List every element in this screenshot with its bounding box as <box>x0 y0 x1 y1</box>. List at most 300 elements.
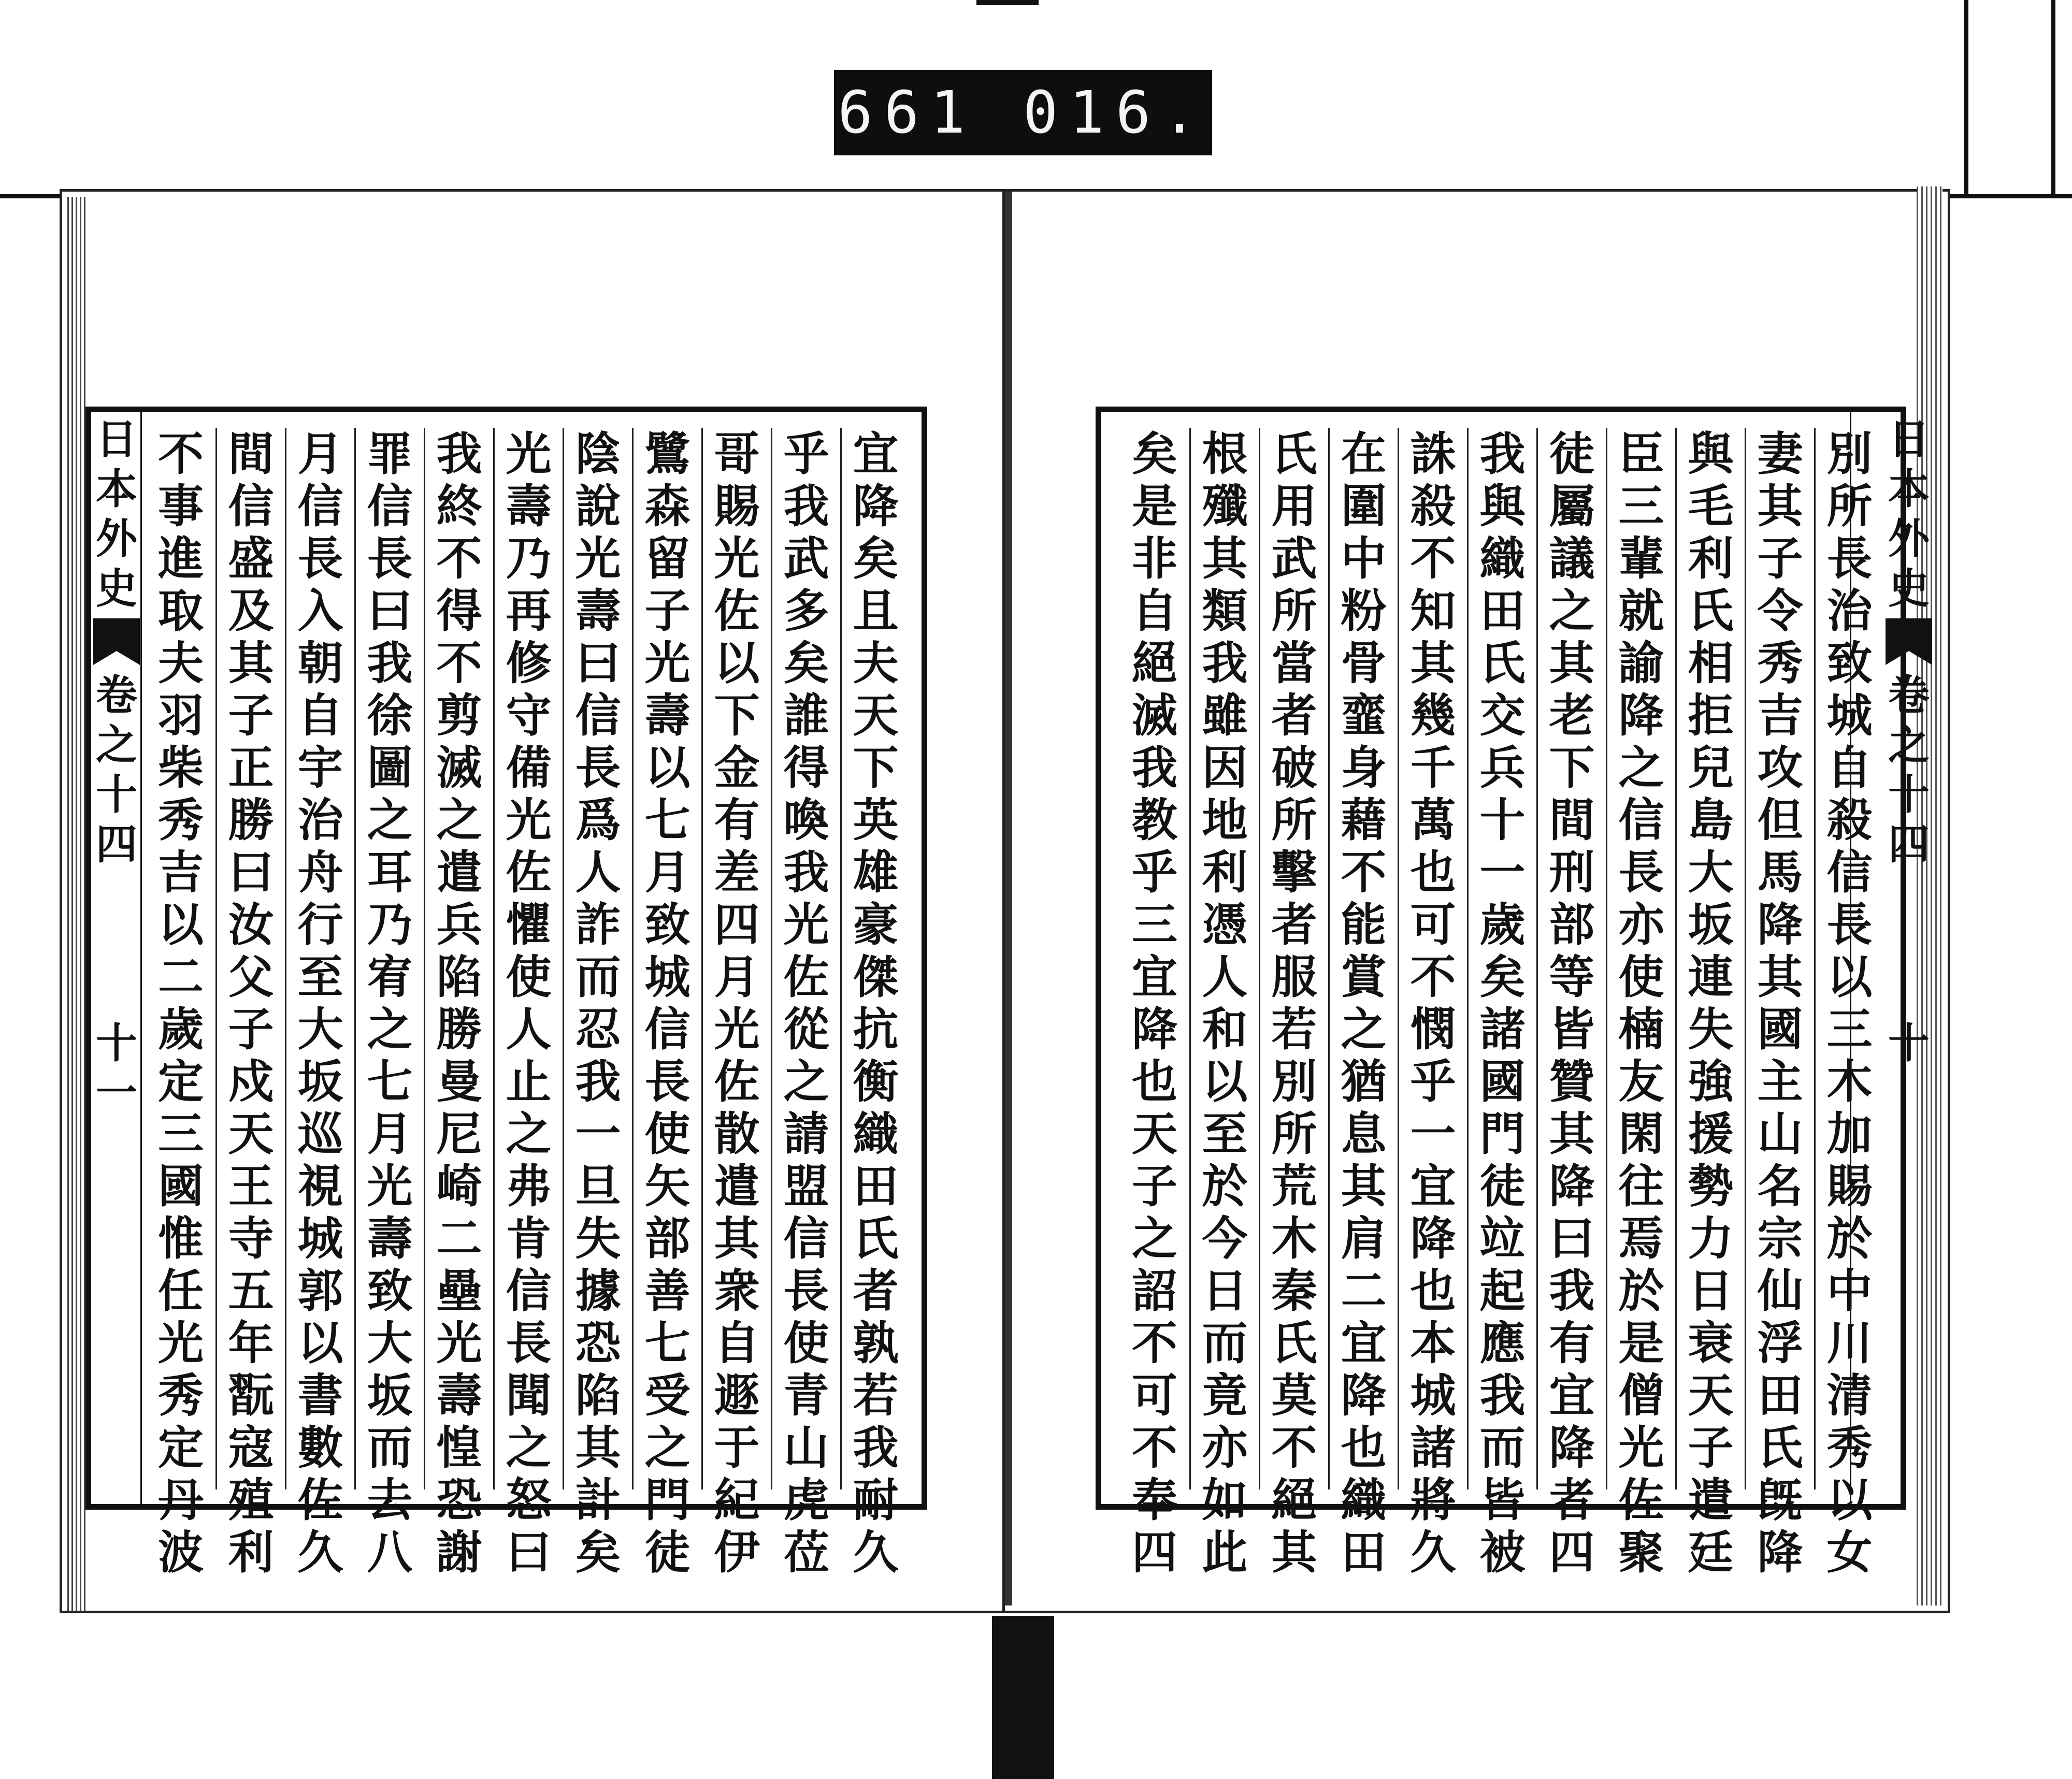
text-character: 賞 <box>1341 950 1387 1004</box>
text-character: 殺 <box>1826 793 1873 847</box>
text-character: 援 <box>1688 1107 1734 1161</box>
text-character: 竟 <box>1202 1368 1248 1422</box>
text-character: 降 <box>1618 688 1664 742</box>
text-character: 門 <box>644 1473 690 1527</box>
text-character: 爲 <box>575 793 621 847</box>
text-character: 諸 <box>1410 1421 1456 1474</box>
text-character: 者 <box>1271 688 1317 742</box>
text-column <box>424 427 493 1579</box>
text-character: 其 <box>228 636 274 690</box>
text-character: 陰 <box>575 427 621 481</box>
text-character: 耳 <box>367 845 413 899</box>
text-character: 得 <box>436 584 482 638</box>
text-character: 粉 <box>1341 584 1387 638</box>
text-character: 矣 <box>575 1525 621 1579</box>
text-character: 此 <box>1202 1525 1248 1579</box>
text-character: 信 <box>644 1002 690 1056</box>
text-character: 光 <box>714 531 760 585</box>
text-character: 三 <box>157 1107 204 1161</box>
text-character: 主 <box>1757 1054 1803 1108</box>
text-character: 月 <box>714 950 760 1004</box>
text-character: 修 <box>506 636 552 690</box>
text-character: 力 <box>1688 1211 1734 1265</box>
text-character: 長 <box>506 1316 552 1370</box>
margin-character: 十 <box>96 1019 137 1067</box>
text-column <box>701 427 771 1579</box>
text-character: 月 <box>644 845 690 899</box>
text-character: 可 <box>1410 898 1456 951</box>
text-character: 抗 <box>853 1002 899 1056</box>
margin-character: 外 <box>96 514 137 563</box>
text-character: 守 <box>506 688 552 742</box>
text-character: 乃 <box>367 898 413 951</box>
text-character: 曰 <box>367 584 413 638</box>
text-character: 被 <box>1479 1525 1526 1579</box>
text-character: 知 <box>1410 584 1456 638</box>
margin-character: 之 <box>1888 720 1930 769</box>
margin-character: 日 <box>1888 415 1930 464</box>
text-character: 陷 <box>436 950 482 1004</box>
text-character: 下 <box>714 688 760 742</box>
text-character: 勝 <box>228 793 274 847</box>
text-character: 不 <box>1131 1421 1177 1474</box>
text-character: 其 <box>714 1211 760 1265</box>
text-character: 寇 <box>228 1421 274 1474</box>
text-character: 誰 <box>783 688 829 742</box>
text-character: 五 <box>228 1264 274 1318</box>
text-character: 三 <box>1826 1002 1873 1056</box>
text-character: 絕 <box>1271 1473 1317 1527</box>
text-column <box>1536 427 1606 1579</box>
text-character: 也 <box>1410 1264 1456 1318</box>
text-character: 自 <box>714 1316 760 1370</box>
text-character: 間 <box>228 427 274 481</box>
text-character: 衆 <box>714 1264 760 1318</box>
text-character: 善 <box>644 1264 690 1318</box>
text-character: 光 <box>506 793 552 847</box>
text-character: 不 <box>1271 1421 1317 1474</box>
text-character: 亦 <box>1202 1421 1248 1474</box>
text-character: 一 <box>575 1107 621 1161</box>
text-character: 之 <box>783 1054 829 1108</box>
text-character: 身 <box>1341 741 1387 794</box>
text-character: 七 <box>644 1316 690 1370</box>
text-character: 莅 <box>783 1525 829 1579</box>
text-character: 留 <box>644 531 690 585</box>
text-character: 謝 <box>436 1525 482 1579</box>
margin-character: 卷 <box>1888 671 1930 719</box>
text-character: 者 <box>853 1264 899 1318</box>
text-character: 類 <box>1202 584 1248 638</box>
text-character: 之 <box>436 793 482 847</box>
text-character: 以 <box>1826 950 1873 1004</box>
text-character: 子 <box>1688 1421 1734 1474</box>
text-character: 聚 <box>1618 1525 1664 1579</box>
text-character: 信 <box>228 479 274 533</box>
text-character: 以 <box>1826 1473 1873 1527</box>
text-character: 耐 <box>853 1473 899 1527</box>
text-character: 若 <box>1271 1002 1317 1056</box>
text-character: 柴 <box>157 741 204 794</box>
text-character: 楠 <box>1618 1002 1664 1056</box>
text-character: 大 <box>367 1316 413 1370</box>
text-character: 僧 <box>1618 1368 1664 1422</box>
text-character: 翫 <box>228 1368 274 1422</box>
text-character: 信 <box>783 1211 829 1265</box>
text-character: 諸 <box>1479 1002 1526 1056</box>
text-character: 城 <box>297 1211 343 1265</box>
text-character: 滅 <box>436 741 482 794</box>
text-character: 王 <box>228 1159 274 1213</box>
text-character: 其 <box>1757 479 1803 533</box>
text-character: 坂 <box>367 1368 413 1422</box>
text-character: 我 <box>1549 1264 1595 1318</box>
text-character: 賜 <box>1826 1159 1873 1213</box>
text-character: 天 <box>1688 1368 1734 1422</box>
text-character: 散 <box>714 1107 760 1161</box>
text-character: 織 <box>1341 1473 1387 1527</box>
text-character: 旣 <box>1757 1473 1803 1527</box>
text-character: 我 <box>783 479 829 533</box>
text-character: 如 <box>1202 1473 1248 1527</box>
book-spine <box>1005 192 1012 1606</box>
text-character: 其 <box>1410 636 1456 690</box>
text-character: 陷 <box>575 1368 621 1422</box>
text-character: 備 <box>506 741 552 794</box>
text-character: 聞 <box>506 1368 552 1422</box>
text-character: 森 <box>644 479 690 533</box>
text-character: 治 <box>297 793 343 847</box>
text-character: 根 <box>1202 427 1248 481</box>
text-character: 竝 <box>1479 1211 1526 1265</box>
text-character: 浮 <box>1757 1316 1803 1370</box>
text-character: 其 <box>575 1421 621 1474</box>
text-character: 拒 <box>1688 688 1734 742</box>
text-character: 教 <box>1131 793 1177 847</box>
text-character: 因 <box>1202 741 1248 794</box>
text-character: 雖 <box>1202 688 1248 742</box>
text-character: 三 <box>1131 898 1177 951</box>
text-character: 友 <box>1618 1054 1664 1108</box>
text-character: 殖 <box>228 1473 274 1527</box>
text-character: 矣 <box>783 636 829 690</box>
text-character: 以 <box>644 741 690 794</box>
text-character: 秦 <box>1271 1264 1317 1318</box>
text-character: 降 <box>853 479 899 533</box>
text-character: 徒 <box>1479 1159 1526 1213</box>
text-character: 信 <box>575 688 621 742</box>
text-column <box>354 427 424 1579</box>
text-character: 坂 <box>1688 898 1734 951</box>
text-character: 乎 <box>1410 1054 1456 1108</box>
text-character: 乃 <box>506 531 552 585</box>
text-character: 紀 <box>714 1473 760 1527</box>
text-character: 光 <box>436 1316 482 1370</box>
text-character: 矣 <box>1479 950 1526 1004</box>
text-character: 降 <box>1757 1525 1803 1579</box>
text-character: 徐 <box>367 688 413 742</box>
text-character: 以 <box>1202 1054 1248 1108</box>
text-character: 非 <box>1131 531 1177 585</box>
margin-character: 四 <box>96 820 137 869</box>
text-character: 大 <box>297 1002 343 1056</box>
left-page-edge <box>67 197 88 1611</box>
text-character: 其 <box>1271 1525 1317 1579</box>
text-character: 得 <box>783 741 829 794</box>
text-character: 信 <box>297 479 343 533</box>
margin-character: 一 <box>96 1068 137 1117</box>
margin-character <box>88 869 145 919</box>
text-character: 氏 <box>1688 584 1734 638</box>
text-character: 信 <box>1826 845 1873 899</box>
text-character: 皆 <box>1549 1002 1595 1056</box>
text-character: 丹 <box>157 1473 204 1527</box>
text-character: 之 <box>1618 741 1664 794</box>
text-character: 喚 <box>783 793 829 847</box>
text-character: 本 <box>1410 1316 1456 1370</box>
text-character: 怒 <box>506 1473 552 1527</box>
text-character: 衡 <box>853 1054 899 1108</box>
margin-character: 十 <box>96 770 137 819</box>
text-character: 與 <box>1688 427 1734 481</box>
text-character: 崎 <box>436 1159 482 1213</box>
text-character: 韲 <box>1341 688 1387 742</box>
text-character: 秀 <box>157 1368 204 1422</box>
text-character: 月 <box>297 427 343 481</box>
text-character: 且 <box>853 584 899 638</box>
text-character: 川 <box>1826 1316 1873 1370</box>
text-character: 田 <box>1479 584 1526 638</box>
text-character: 田 <box>1757 1368 1803 1422</box>
text-character: 鷺 <box>644 427 690 481</box>
margin-character <box>88 968 145 1018</box>
text-character: 妻 <box>1757 427 1803 481</box>
text-character: 多 <box>783 584 829 638</box>
text-column <box>1745 427 1814 1579</box>
text-character: 等 <box>1549 950 1595 1004</box>
right-text-frame <box>1096 407 1906 1579</box>
text-character: 以 <box>297 1316 343 1370</box>
text-character: 降 <box>1549 1159 1595 1213</box>
text-character: 衰 <box>1688 1316 1734 1370</box>
text-character: 歲 <box>1479 898 1526 951</box>
margin-character: 日 <box>96 415 137 464</box>
text-character: 懼 <box>506 898 552 951</box>
text-character: 猶 <box>1341 1054 1387 1108</box>
text-character: 長 <box>783 1264 829 1318</box>
text-character: 矣 <box>1131 427 1177 481</box>
text-character: 城 <box>1410 1368 1456 1422</box>
margin-character <box>1880 919 1937 968</box>
text-character: 光 <box>157 1316 204 1370</box>
text-character: 去 <box>367 1473 413 1527</box>
text-character: 七 <box>367 1054 413 1108</box>
text-character: 數 <box>297 1421 343 1474</box>
text-character: 國 <box>1479 1054 1526 1108</box>
text-character: 我 <box>1479 1368 1526 1422</box>
text-character: 坂 <box>297 1054 343 1108</box>
text-character: 武 <box>1271 531 1317 585</box>
text-character: 起 <box>1479 1264 1526 1318</box>
text-column <box>1814 427 1883 1579</box>
text-character: 請 <box>783 1107 829 1161</box>
text-character: 長 <box>644 1054 690 1108</box>
text-character: 木 <box>1826 1054 1873 1108</box>
spine-shadow <box>992 1616 1054 1779</box>
text-character: 加 <box>1826 1107 1873 1161</box>
text-character: 刑 <box>1549 845 1595 899</box>
text-character: 不 <box>1410 531 1456 585</box>
text-character: 金 <box>714 741 760 794</box>
text-character: 諭 <box>1618 636 1664 690</box>
text-character: 哥 <box>714 427 760 481</box>
text-character: 壘 <box>436 1264 482 1318</box>
text-character: 舟 <box>297 845 343 899</box>
text-character: 兒 <box>1688 741 1734 794</box>
text-character: 遣 <box>436 845 482 899</box>
text-character: 羽 <box>157 688 204 742</box>
text-character: 盛 <box>228 531 274 585</box>
text-character: 秀 <box>1826 1421 1873 1474</box>
text-character: 據 <box>575 1264 621 1318</box>
text-character: 失 <box>575 1211 621 1265</box>
text-character: 破 <box>1271 741 1317 794</box>
text-character: 不 <box>436 531 482 585</box>
text-character: 事 <box>157 479 204 533</box>
text-character: 受 <box>644 1368 690 1422</box>
text-character: 議 <box>1549 531 1595 585</box>
text-character: 致 <box>1826 636 1873 690</box>
text-character: 肩 <box>1341 1211 1387 1265</box>
text-character: 今 <box>1202 1211 1248 1265</box>
text-character: 壽 <box>575 584 621 638</box>
text-character: 我 <box>1479 427 1526 481</box>
text-character: 計 <box>575 1473 621 1527</box>
text-character: 之 <box>1549 584 1595 638</box>
text-character: 名 <box>1757 1159 1803 1213</box>
left-text-frame <box>85 407 927 1579</box>
text-character: 信 <box>1618 793 1664 847</box>
text-character: 千 <box>1410 741 1456 794</box>
text-character: 就 <box>1618 584 1664 638</box>
text-character: 大 <box>1688 845 1734 899</box>
text-column <box>1259 427 1328 1579</box>
text-character: 有 <box>1549 1316 1595 1370</box>
text-character: 說 <box>575 479 621 533</box>
text-character: 曰 <box>575 636 621 690</box>
margin-character: 十 <box>1888 770 1930 819</box>
text-character: 宜 <box>1341 1316 1387 1370</box>
margin-character <box>88 919 145 968</box>
text-character: 臣 <box>1618 427 1664 481</box>
archive-label: 661 016. <box>834 70 1212 155</box>
text-character: 壽 <box>367 1211 413 1265</box>
text-character: 使 <box>506 950 552 1004</box>
text-character: 失 <box>1688 1002 1734 1056</box>
text-character: 宜 <box>1131 950 1177 1004</box>
text-character: 氏 <box>1271 1316 1317 1370</box>
text-character: 視 <box>297 1159 343 1213</box>
text-character: 應 <box>1479 1316 1526 1370</box>
text-character: 利 <box>1688 531 1734 585</box>
text-character: 信 <box>506 1264 552 1318</box>
text-character: 自 <box>297 688 343 742</box>
text-character: 其 <box>1757 950 1803 1004</box>
text-character: 下 <box>853 741 899 794</box>
text-character: 連 <box>1688 950 1734 1004</box>
text-character: 圖 <box>367 741 413 794</box>
text-character: 天 <box>853 688 899 742</box>
text-character: 遣 <box>1688 1473 1734 1527</box>
text-character: 往 <box>1618 1159 1664 1213</box>
text-character: 氏 <box>1757 1421 1803 1474</box>
text-character: 剪 <box>436 688 482 742</box>
text-character: 我 <box>436 427 482 481</box>
text-character: 佐 <box>297 1473 343 1527</box>
text-character: 曼 <box>436 1054 482 1108</box>
text-character: 長 <box>1826 898 1873 951</box>
text-character: 下 <box>1549 741 1595 794</box>
text-character: 一 <box>1479 845 1526 899</box>
text-character: 若 <box>853 1368 899 1422</box>
text-character: 致 <box>644 898 690 951</box>
text-character: 光 <box>1618 1421 1664 1474</box>
margin-character: 之 <box>96 720 137 769</box>
text-character: 焉 <box>1618 1211 1664 1265</box>
text-character: 中 <box>1826 1264 1873 1318</box>
text-character: 萬 <box>1410 793 1456 847</box>
text-character: 別 <box>1826 427 1873 481</box>
text-character: 我 <box>575 1054 621 1108</box>
text-character: 徒 <box>1549 427 1595 481</box>
text-character: 英 <box>853 793 899 847</box>
text-character: 十 <box>1479 793 1526 847</box>
text-character: 虎 <box>783 1473 829 1527</box>
text-character: 波 <box>157 1525 204 1579</box>
text-character: 而 <box>367 1421 413 1474</box>
text-character: 遣 <box>714 1159 760 1213</box>
text-character: 勢 <box>1688 1159 1734 1213</box>
text-character: 四 <box>1549 1525 1595 1579</box>
text-character: 壽 <box>644 688 690 742</box>
text-character: 惶 <box>436 1421 482 1474</box>
text-character: 長 <box>367 531 413 585</box>
text-character: 部 <box>1549 898 1595 951</box>
margin-character: 本 <box>1888 465 1930 513</box>
text-character: 是 <box>1618 1316 1664 1370</box>
text-character: 誅 <box>1410 427 1456 481</box>
margin-character: 本 <box>96 465 137 513</box>
text-character: 部 <box>644 1211 690 1265</box>
text-character: 二 <box>1341 1264 1387 1318</box>
text-character: 青 <box>783 1368 829 1422</box>
text-character: 屬 <box>1549 479 1595 533</box>
text-character: 奉 <box>1131 1473 1177 1527</box>
text-character: 幾 <box>1410 688 1456 742</box>
text-character: 老 <box>1549 688 1595 742</box>
text-character: 子 <box>644 584 690 638</box>
text-character: 所 <box>1826 479 1873 533</box>
text-character: 織 <box>853 1107 899 1161</box>
margin-character <box>1880 968 1937 1018</box>
text-character: 將 <box>1410 1473 1456 1527</box>
text-character: 其 <box>1341 1159 1387 1213</box>
text-character: 國 <box>157 1159 204 1213</box>
text-character: 致 <box>367 1264 413 1318</box>
text-character: 天 <box>228 1107 274 1161</box>
text-character: 日 <box>1202 1264 1248 1318</box>
text-character: 恐 <box>436 1473 482 1527</box>
